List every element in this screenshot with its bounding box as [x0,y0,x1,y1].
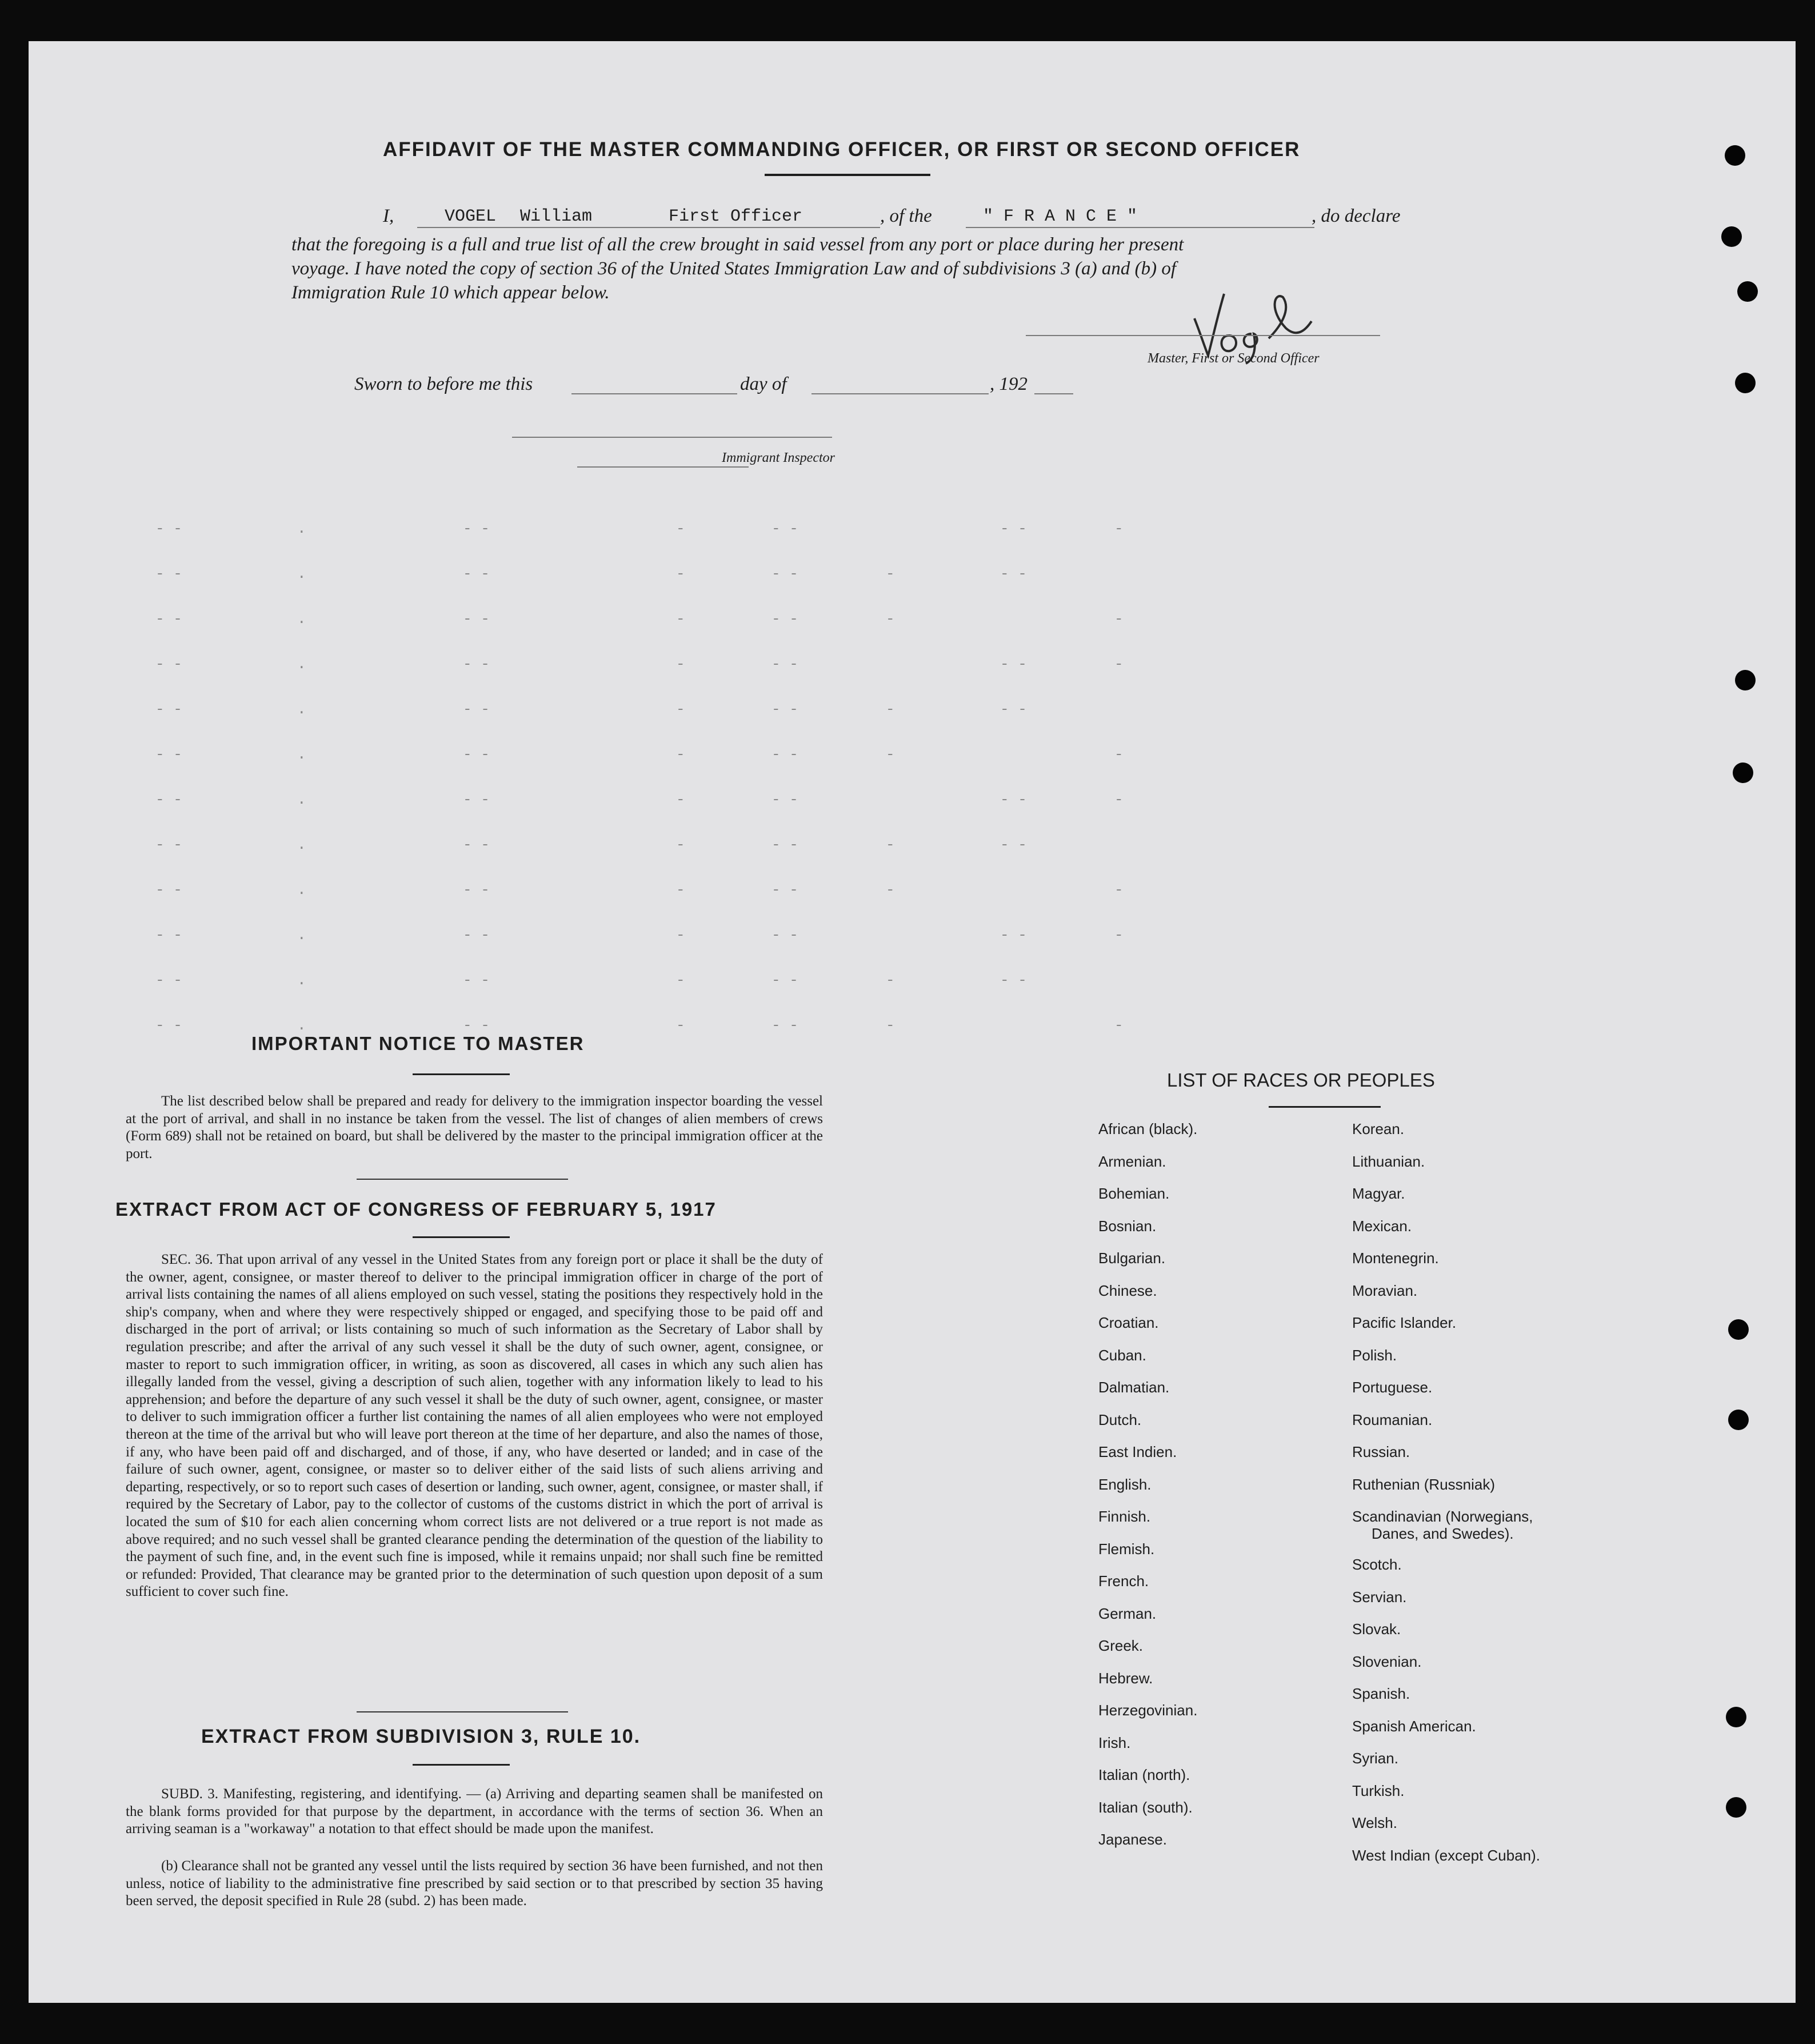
ghost-mark: . [297,881,306,899]
ghost-mark: . [297,927,306,944]
race-entry: Mexican. [1352,1217,1412,1235]
ghost-mark: - [676,881,685,899]
ghost-mark: . [297,791,306,808]
race-entry: Italian (south). [1098,1798,1193,1816]
ghost-mark: - [676,565,685,582]
inspector-line [577,466,749,468]
ghost-mark: - - [463,791,490,808]
ghost-mark: - - [1000,520,1027,537]
ghost-mark: - [886,746,895,763]
act-title: EXTRACT FROM ACT OF CONGRESS OF FEBRUARY 5, 1917 [115,1199,717,1220]
ghost-mark: - [1114,1017,1124,1034]
ghost-mark: - - [771,791,798,808]
race-entry: Spanish. [1352,1685,1410,1702]
race-entry: Russian. [1352,1443,1410,1460]
race-entry: Croatian. [1098,1314,1159,1331]
ghost-mark: - [886,701,895,718]
binder-hole [1737,281,1758,302]
race-entry: Armenian. [1098,1152,1166,1170]
ghost-mark: - - [463,610,490,628]
race-entry: French. [1098,1572,1149,1590]
ghost-mark: - [676,746,685,763]
ghost-mark: - [676,1017,685,1034]
race-entry: Lithuanian. [1352,1152,1425,1170]
races-underline [1269,1106,1381,1108]
officer-given-name: William [520,207,593,226]
race-entry: Bulgarian. [1098,1249,1166,1267]
ghost-mark: . [297,972,306,989]
ghost-mark: - [1114,520,1124,537]
ghost-mark: - [676,791,685,808]
race-entry: Roumanian. [1352,1411,1433,1428]
race-entry: Scandinavian (Norwegians, [1352,1508,1533,1525]
race-entry: English. [1098,1475,1152,1493]
ghost-mark: - [1114,610,1124,628]
ghost-mark: - - [1000,972,1027,989]
races-left-column [1098,1120,1338,1863]
race-entry: Portuguese. [1352,1379,1433,1396]
ghost-mark: - - [771,656,798,673]
ghost-mark: - - [771,565,798,582]
ghost-mark: - - [155,701,182,718]
of-the: , of the [880,206,932,226]
ghost-mark: - [676,972,685,989]
ghost-mark: - [1114,881,1124,899]
race-entry: Hebrew. [1098,1669,1153,1687]
ghost-mark: - - [155,881,182,899]
officer-rank: First Officer [669,207,803,226]
ghost-mark: - - [463,656,490,673]
race-entry: Slovenian. [1352,1652,1422,1670]
ghost-mark: - - [1000,791,1027,808]
notice-underline [413,1073,510,1075]
race-entry: Syrian. [1352,1750,1398,1767]
ghost-mark: - [676,927,685,944]
ghost-mark: - - [771,927,798,944]
ghost-mark: - - [771,746,798,763]
affidavit-title: AFFIDAVIT OF THE MASTER COMMANDING OFFICER, OR FIRST OR SECOND OFFICER [383,138,1301,161]
do-declare: , do declare [1312,206,1401,226]
signature-caption: Master, First or Second Officer [1148,351,1320,366]
day-of: day of [740,374,787,394]
ghost-mark: - - [771,1017,798,1034]
declaration-line-2: voyage. I have noted the copy of section 36 of the United States Immigration Law and of subdivisions 3 (a) and (b) of [291,258,1177,279]
race-entry: Spanish American. [1352,1717,1476,1735]
ghost-mark: - - [771,881,798,899]
year-prefix: , 192 [990,374,1028,394]
ghost-mark: - [676,610,685,628]
inspector-caption: Immigrant Inspector [722,450,835,465]
ghost-mark: . [297,746,306,763]
inspector-line-top [512,437,832,438]
ghost-mark: - - [155,1017,182,1034]
vessel-name: " F R A N C E " [983,207,1138,226]
race-entry: Japanese. [1098,1831,1167,1848]
binder-hole [1726,1797,1746,1818]
race-entry: Pacific Islander. [1352,1314,1457,1331]
race-entry: Italian (north). [1098,1766,1190,1783]
ghost-mark: - - [155,610,182,628]
ghost-mark: - [886,972,895,989]
rule-title: EXTRACT FROM SUBDIVISION 3, RULE 10. [201,1726,641,1747]
ghost-mark: - - [463,746,490,763]
sworn-month-line [811,393,989,394]
race-entry: West Indian (except Cuban). [1352,1846,1541,1864]
race-entry: German. [1098,1604,1157,1622]
ghost-mark: - - [1000,565,1027,582]
document-page [29,41,1796,2003]
binder-hole [1721,226,1742,247]
race-entry: Greek. [1098,1637,1144,1654]
binder-hole [1728,1319,1749,1340]
ghost-mark: - - [1000,836,1027,853]
ghost-mark: . [297,836,306,853]
rule-underline [413,1764,510,1766]
ghost-mark: - - [463,565,490,582]
race-entry: Chinese. [1098,1282,1157,1299]
binder-hole [1725,145,1745,166]
ghost-mark: - [886,610,895,628]
race-entry: Dalmatian. [1098,1379,1170,1396]
race-entry: Slovak. [1352,1620,1401,1638]
notice-text: The list described below shall be prepared and ready for delivery to the immigration inspector boarding the vessel at the port of arrival, and shall in no instance be taken from the vessel. The list of changes of alien members of crews (Form 689) shall not be retained on board, but shall be delivered by the master to the principal immigration officer at the port. [126,1093,823,1161]
race-entry: Bohemian. [1098,1185,1170,1202]
binder-hole [1735,670,1756,690]
race-entry: Danes, and Swedes). [1372,1525,1514,1542]
ghost-mark: - - [771,520,798,537]
ghost-mark: - [886,1017,895,1034]
ghost-mark: - - [1000,927,1027,944]
sworn-day-line [571,393,737,394]
title-underline [765,174,930,176]
ghost-mark: - - [1000,656,1027,673]
race-entry: Magyar. [1352,1185,1405,1202]
ghost-mark: - - [463,520,490,537]
ghost-mark: - [676,656,685,673]
signature-line [1026,335,1380,336]
ghost-mark: - - [463,972,490,989]
officer-surname: VOGEL [445,207,497,226]
ghost-mark: - - [463,927,490,944]
race-entry: Scotch. [1352,1556,1402,1573]
ghost-mark: - - [771,972,798,989]
ghost-mark: - - [463,701,490,718]
race-entry: Montenegrin. [1352,1249,1439,1267]
race-entry: Bosnian. [1098,1217,1157,1235]
race-entry: Flemish. [1098,1540,1155,1558]
ghost-mark: - [886,881,895,899]
ghost-mark: - - [155,565,182,582]
race-entry: African (black). [1098,1120,1198,1137]
race-entry: East Indien. [1098,1443,1177,1460]
ghost-mark: - - [463,1017,490,1034]
race-entry: Dutch. [1098,1411,1142,1428]
race-entry: Korean. [1352,1120,1405,1137]
race-entry: Servian. [1352,1588,1407,1606]
ghost-mark: - [886,565,895,582]
binder-hole [1735,373,1756,393]
ghost-mark: - - [155,927,182,944]
ghost-mark: - [1114,791,1124,808]
race-entry: Ruthenian (Russniak) [1352,1475,1496,1493]
declaration-line-1: that the foregoing is a full and true list of all the crew brought in said vessel from any port or place during her present [291,234,1184,255]
notice-divider [357,1179,568,1180]
binder-hole [1733,762,1753,783]
ghost-mark: - - [155,836,182,853]
rule-para-a: SUBD. 3. Manifesting, registering, and identifying. — (a) Arriving and departing seamen shall be manifested on the blank forms provided for that purpose by the department, in accordance with the terms of section 36. When an arriving seaman is a "workaway" a notation to that effect should be made upon the manifest. [126,1786,823,1837]
ghost-mark: - - [155,746,182,763]
ghost-mark: - [1114,656,1124,673]
races-right-column [1352,1120,1626,1879]
ghost-mark: - - [155,656,182,673]
race-entry: Welsh. [1352,1814,1397,1831]
ghost-mark: . [297,520,306,537]
race-entry: Finnish. [1098,1508,1151,1525]
ghost-mark: - [676,520,685,537]
race-entry: Herzegovinian. [1098,1702,1198,1719]
race-entry: Cuban. [1098,1346,1146,1364]
race-entry: Moravian. [1352,1282,1418,1299]
ghost-mark: - [1114,746,1124,763]
race-entry: Irish. [1098,1734,1131,1751]
ghost-mark: - [676,701,685,718]
rule-para-b: (b) Clearance shall not be granted any vessel until the lists required by section 36 have been furnished, and not then unless, notice of liability to the administrative fine prescribed by said section or to that prescribed by section 35 having been served, the deposit specified in Rule 28 (subd. 2) has been made. [126,1858,823,1909]
ghost-mark: . [297,656,306,673]
ghost-mark: - [676,836,685,853]
ghost-mark: - [1114,927,1124,944]
ghost-mark: - - [771,836,798,853]
notice-title: IMPORTANT NOTICE TO MASTER [251,1033,585,1054]
act-underline [413,1236,510,1238]
ghost-mark: - - [771,610,798,628]
ghost-mark: - - [155,520,182,537]
ghost-mark: . [297,610,306,628]
ghost-mark: - - [155,972,182,989]
sworn-text: Sworn to before me this [354,374,533,394]
ghost-mark: - - [463,881,490,899]
ghost-mark: . [297,565,306,582]
act-text: SEC. 36. That upon arrival of any vessel in the United States from any foreign port or place it shall be the duty of the owner, agent, consignee, or master thereof to deliver to the principal immigration officer in charge of the port of arrival lists containing the names of all aliens employed on such vessel, stating the positions they respectively hold in the ship's company, when and where they were respectively shipped or engaged, and specifying those to be paid off and discharged in the port of arrival; or lists containing so much of such information as the Secretary of Labor shall by regulation prescribe; and after the arrival of any such vessel it shall be the duty of such owner, agent, consignee, or master to report to such immigration officer, in writing, as soon as discovered, all cases in which any such alien has illegally landed from the vessel, giving a description of such alien, together with any information likely to lead to his apprehension; and before the departure of any such vessel it shall be the duty of such owner, agent, consignee, or master to deliver to such immigration officer a further list containing the names of all alien employees who were not employed thereon at the time of the arrival but who will leave port thereon at the time of her departure, and also the names of those, if any, who have been paid off and discharged, and of those, if any, who have deserted or landed; and in case of the failure of such owner, agent, consignee, or master so to deliver either of the said lists of such aliens arriving and departing, respectively, or so to report such cases of desertion or landing, such owner, agent, consignee, or master shall, if required by the Secretary of Labor, pay to the collector of customs of the customs district in which the port of arrival is located the sum of $10 for each alien concerning whom correct lists are not delivered or a true report is not made as above required; and no such vessel shall be granted clearance pending the determination of the question of the liability to the payment of such fine, and, in the event such fine is imposed, while it remains unpaid; nor shall such fine be remitted or refunded: Provided, That clearance may be granted prior to the determination of such question upon deposit of a sum sufficient to cover such fine. [126,1252,823,1600]
act-divider [357,1711,568,1712]
ghost-mark: - [886,836,895,853]
ghost-mark: - - [1000,701,1027,718]
declaration-line-3: Immigration Rule 10 which appear below. [291,282,610,303]
ghost-mark: . [297,1017,306,1034]
ghost-mark: - - [155,791,182,808]
races-title: LIST OF RACES OR PEOPLES [1167,1069,1435,1091]
name-line [417,227,880,228]
sworn-year-line [1034,393,1073,394]
vessel-line [966,227,1314,228]
ghost-mark: - - [771,701,798,718]
ghost-mark: - - [463,836,490,853]
ghost-mark: . [297,701,306,718]
race-entry: Turkish. [1352,1782,1405,1799]
pronoun: I, [383,206,394,226]
race-entry: Polish. [1352,1346,1397,1364]
binder-hole [1728,1410,1749,1430]
binder-hole [1726,1707,1746,1727]
